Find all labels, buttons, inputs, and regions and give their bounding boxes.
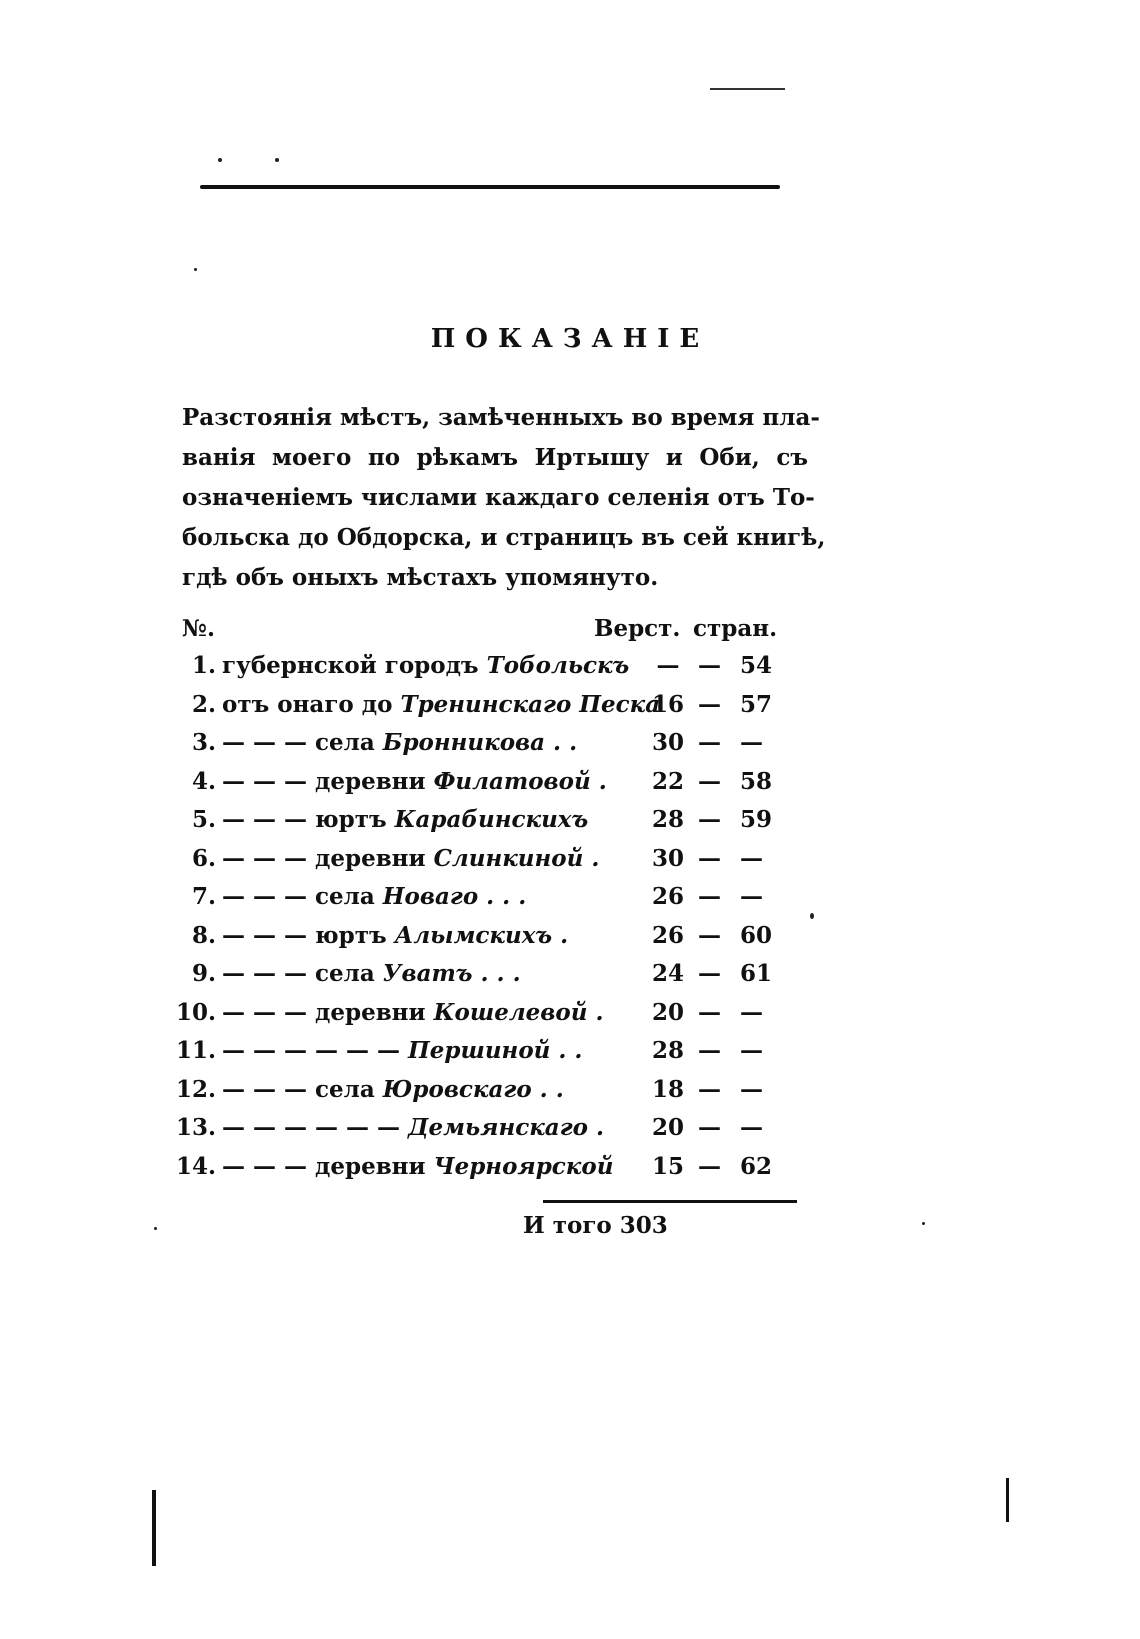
place-name: Кошелевой . <box>433 998 604 1026</box>
row-separator-dash: — <box>698 883 721 910</box>
row-description <box>222 883 526 910</box>
row-page-ref: 58 <box>740 767 773 795</box>
row-separator-dash: — <box>698 1075 721 1103</box>
row-number: 8. <box>191 921 216 949</box>
table-row <box>0 727 1140 766</box>
row-versts: 24 <box>651 960 684 987</box>
row-description <box>222 845 599 872</box>
table-row <box>0 881 1140 920</box>
row-description <box>222 922 568 949</box>
row-separator-dash: — <box>698 806 721 833</box>
ink-speck <box>218 158 222 162</box>
page-title: ПОКАЗАНІЕ <box>430 324 710 354</box>
sum-rule <box>543 1200 797 1203</box>
row-separator-dash: — <box>698 1037 721 1064</box>
place-name: Филатовой . <box>433 767 607 795</box>
intro-line: означеніемъ числами каждаго селенія отъ То- <box>182 484 815 511</box>
page-edge-line <box>710 88 785 90</box>
intro-line: больска до Обдорска, и страницъ въ сей книгѣ, <box>182 524 826 551</box>
row-page-ref: 54 <box>740 652 773 679</box>
ink-speck <box>275 158 279 162</box>
row-number: 12. <box>175 1075 216 1103</box>
row-lead-text: отъ онаго до <box>222 690 401 718</box>
table-row <box>0 1112 1140 1151</box>
row-page-ref: — <box>740 1037 763 1064</box>
row-description <box>222 1037 582 1064</box>
row-lead-text: — — — деревни <box>222 844 434 872</box>
intro-paragraph <box>182 398 826 598</box>
ink-speck <box>194 268 197 271</box>
column-header-pages: стран. <box>693 615 778 642</box>
row-number: 10. <box>175 998 216 1026</box>
row-description <box>222 768 607 795</box>
row-number: 5. <box>191 806 216 833</box>
row-versts: 16 <box>651 690 684 718</box>
row-description <box>222 691 660 718</box>
row-number: 6. <box>191 844 216 872</box>
header-rule <box>200 185 780 189</box>
row-number: 1. <box>191 652 216 679</box>
total-line: И того 303 <box>523 1212 668 1239</box>
row-lead-text: губернской городъ <box>222 652 487 679</box>
row-page-ref: 59 <box>740 806 773 833</box>
row-lead-text: — — — села <box>222 960 383 987</box>
row-lead-text: — — — юртъ <box>222 806 395 833</box>
row-number: 13. <box>175 1114 216 1141</box>
table-row <box>0 997 1140 1036</box>
row-page-ref: — <box>740 844 763 872</box>
table-row <box>0 689 1140 728</box>
row-versts: 20 <box>651 1114 684 1141</box>
row-separator-dash: — <box>698 998 721 1026</box>
distance-table <box>0 650 1140 1189</box>
place-name: Слинкиной . <box>433 844 600 872</box>
place-name: Тренинскаго Песка <box>400 690 661 718</box>
row-separator-dash: — <box>698 844 721 872</box>
row-number: 2. <box>191 690 216 718</box>
row-separator-dash: — <box>698 960 721 987</box>
table-row <box>0 843 1140 882</box>
row-number: 7. <box>191 883 216 910</box>
row-page-ref: 62 <box>740 1152 773 1180</box>
intro-line: гдѣ объ оныхъ мѣстахъ упомянуто. <box>182 564 659 591</box>
row-lead-text: — — — деревни <box>222 1152 434 1180</box>
row-page-ref: — <box>740 729 763 756</box>
row-description <box>222 960 521 987</box>
row-versts: 22 <box>651 767 684 795</box>
row-separator-dash: — <box>698 652 721 679</box>
row-versts: 30 <box>651 844 684 872</box>
table-row <box>0 958 1140 997</box>
row-versts: 20 <box>651 998 684 1026</box>
row-description <box>222 806 588 833</box>
row-lead-text: — — — села <box>222 729 383 756</box>
row-page-ref: — <box>740 883 763 910</box>
row-page-ref: 57 <box>740 690 773 718</box>
table-row <box>0 1151 1140 1190</box>
row-versts: 18 <box>651 1075 684 1103</box>
ink-speck <box>154 1227 157 1230</box>
row-page-ref: 60 <box>740 921 773 949</box>
row-number: 3. <box>191 729 216 756</box>
table-row <box>0 766 1140 805</box>
row-versts: 26 <box>651 921 684 949</box>
row-versts: 30 <box>651 729 684 756</box>
ink-speck <box>922 1222 925 1225</box>
table-row <box>0 1074 1140 1113</box>
intro-line: ванія моего по рѣкамъ Иртышу и Оби, съ <box>182 444 808 471</box>
row-number: 9. <box>191 960 216 987</box>
row-number: 11. <box>175 1037 216 1064</box>
row-number: 4. <box>191 767 216 795</box>
row-page-ref: — <box>740 998 763 1026</box>
row-lead-text: — — — села <box>222 1075 383 1103</box>
row-separator-dash: — <box>698 767 721 795</box>
row-description <box>222 999 603 1026</box>
row-description <box>222 1114 604 1141</box>
row-versts: 26 <box>651 883 684 910</box>
table-row <box>0 920 1140 959</box>
row-description <box>222 652 629 679</box>
row-number: 14. <box>175 1152 216 1180</box>
place-name: Новаго . . . <box>382 883 527 910</box>
table-row <box>0 650 1140 689</box>
place-name: Бронникова . . <box>382 729 578 756</box>
row-separator-dash: — <box>698 729 721 756</box>
row-description <box>222 1076 564 1103</box>
row-separator-dash: — <box>698 1114 721 1141</box>
table-row <box>0 804 1140 843</box>
row-description <box>222 1153 613 1180</box>
row-lead-text: — — — деревни <box>222 998 434 1026</box>
row-versts: 28 <box>651 1037 684 1064</box>
table-row <box>0 1035 1140 1074</box>
place-name: Першиной . . <box>408 1037 583 1064</box>
row-versts: 15 <box>651 1152 684 1180</box>
row-lead-text: — — — — — — <box>222 1037 409 1064</box>
row-description <box>222 729 577 756</box>
column-header-number: №. <box>182 615 216 642</box>
left-margin-mark <box>152 1490 156 1566</box>
row-lead-text: — — — юртъ <box>222 921 395 949</box>
row-page-ref: — <box>740 1075 763 1103</box>
row-versts: — <box>656 652 680 679</box>
row-separator-dash: — <box>698 1152 721 1180</box>
place-name: Черноярской <box>433 1152 614 1180</box>
row-lead-text: — — — села <box>222 883 383 910</box>
row-page-ref: 61 <box>740 960 773 987</box>
row-page-ref: — <box>740 1114 763 1141</box>
row-separator-dash: — <box>698 690 721 718</box>
row-separator-dash: — <box>698 921 721 949</box>
place-name: Алымскихъ . <box>394 921 569 949</box>
row-lead-text: — — — — — — <box>222 1114 409 1141</box>
right-margin-mark <box>1006 1478 1009 1522</box>
place-name: Юровскаго . . <box>382 1075 564 1103</box>
place-name: Карабинскихъ <box>394 806 589 833</box>
row-versts: 28 <box>651 806 684 833</box>
place-name: Уватъ . . . <box>382 960 521 987</box>
column-header-versts: Верст. <box>594 615 681 642</box>
place-name: Тобольскъ <box>486 652 630 679</box>
intro-line: Разстоянія мѣстъ, замѣченныхъ во время пла- <box>182 404 820 431</box>
place-name: Демьянскаго . <box>408 1114 605 1141</box>
row-lead-text: — — — деревни <box>222 767 434 795</box>
